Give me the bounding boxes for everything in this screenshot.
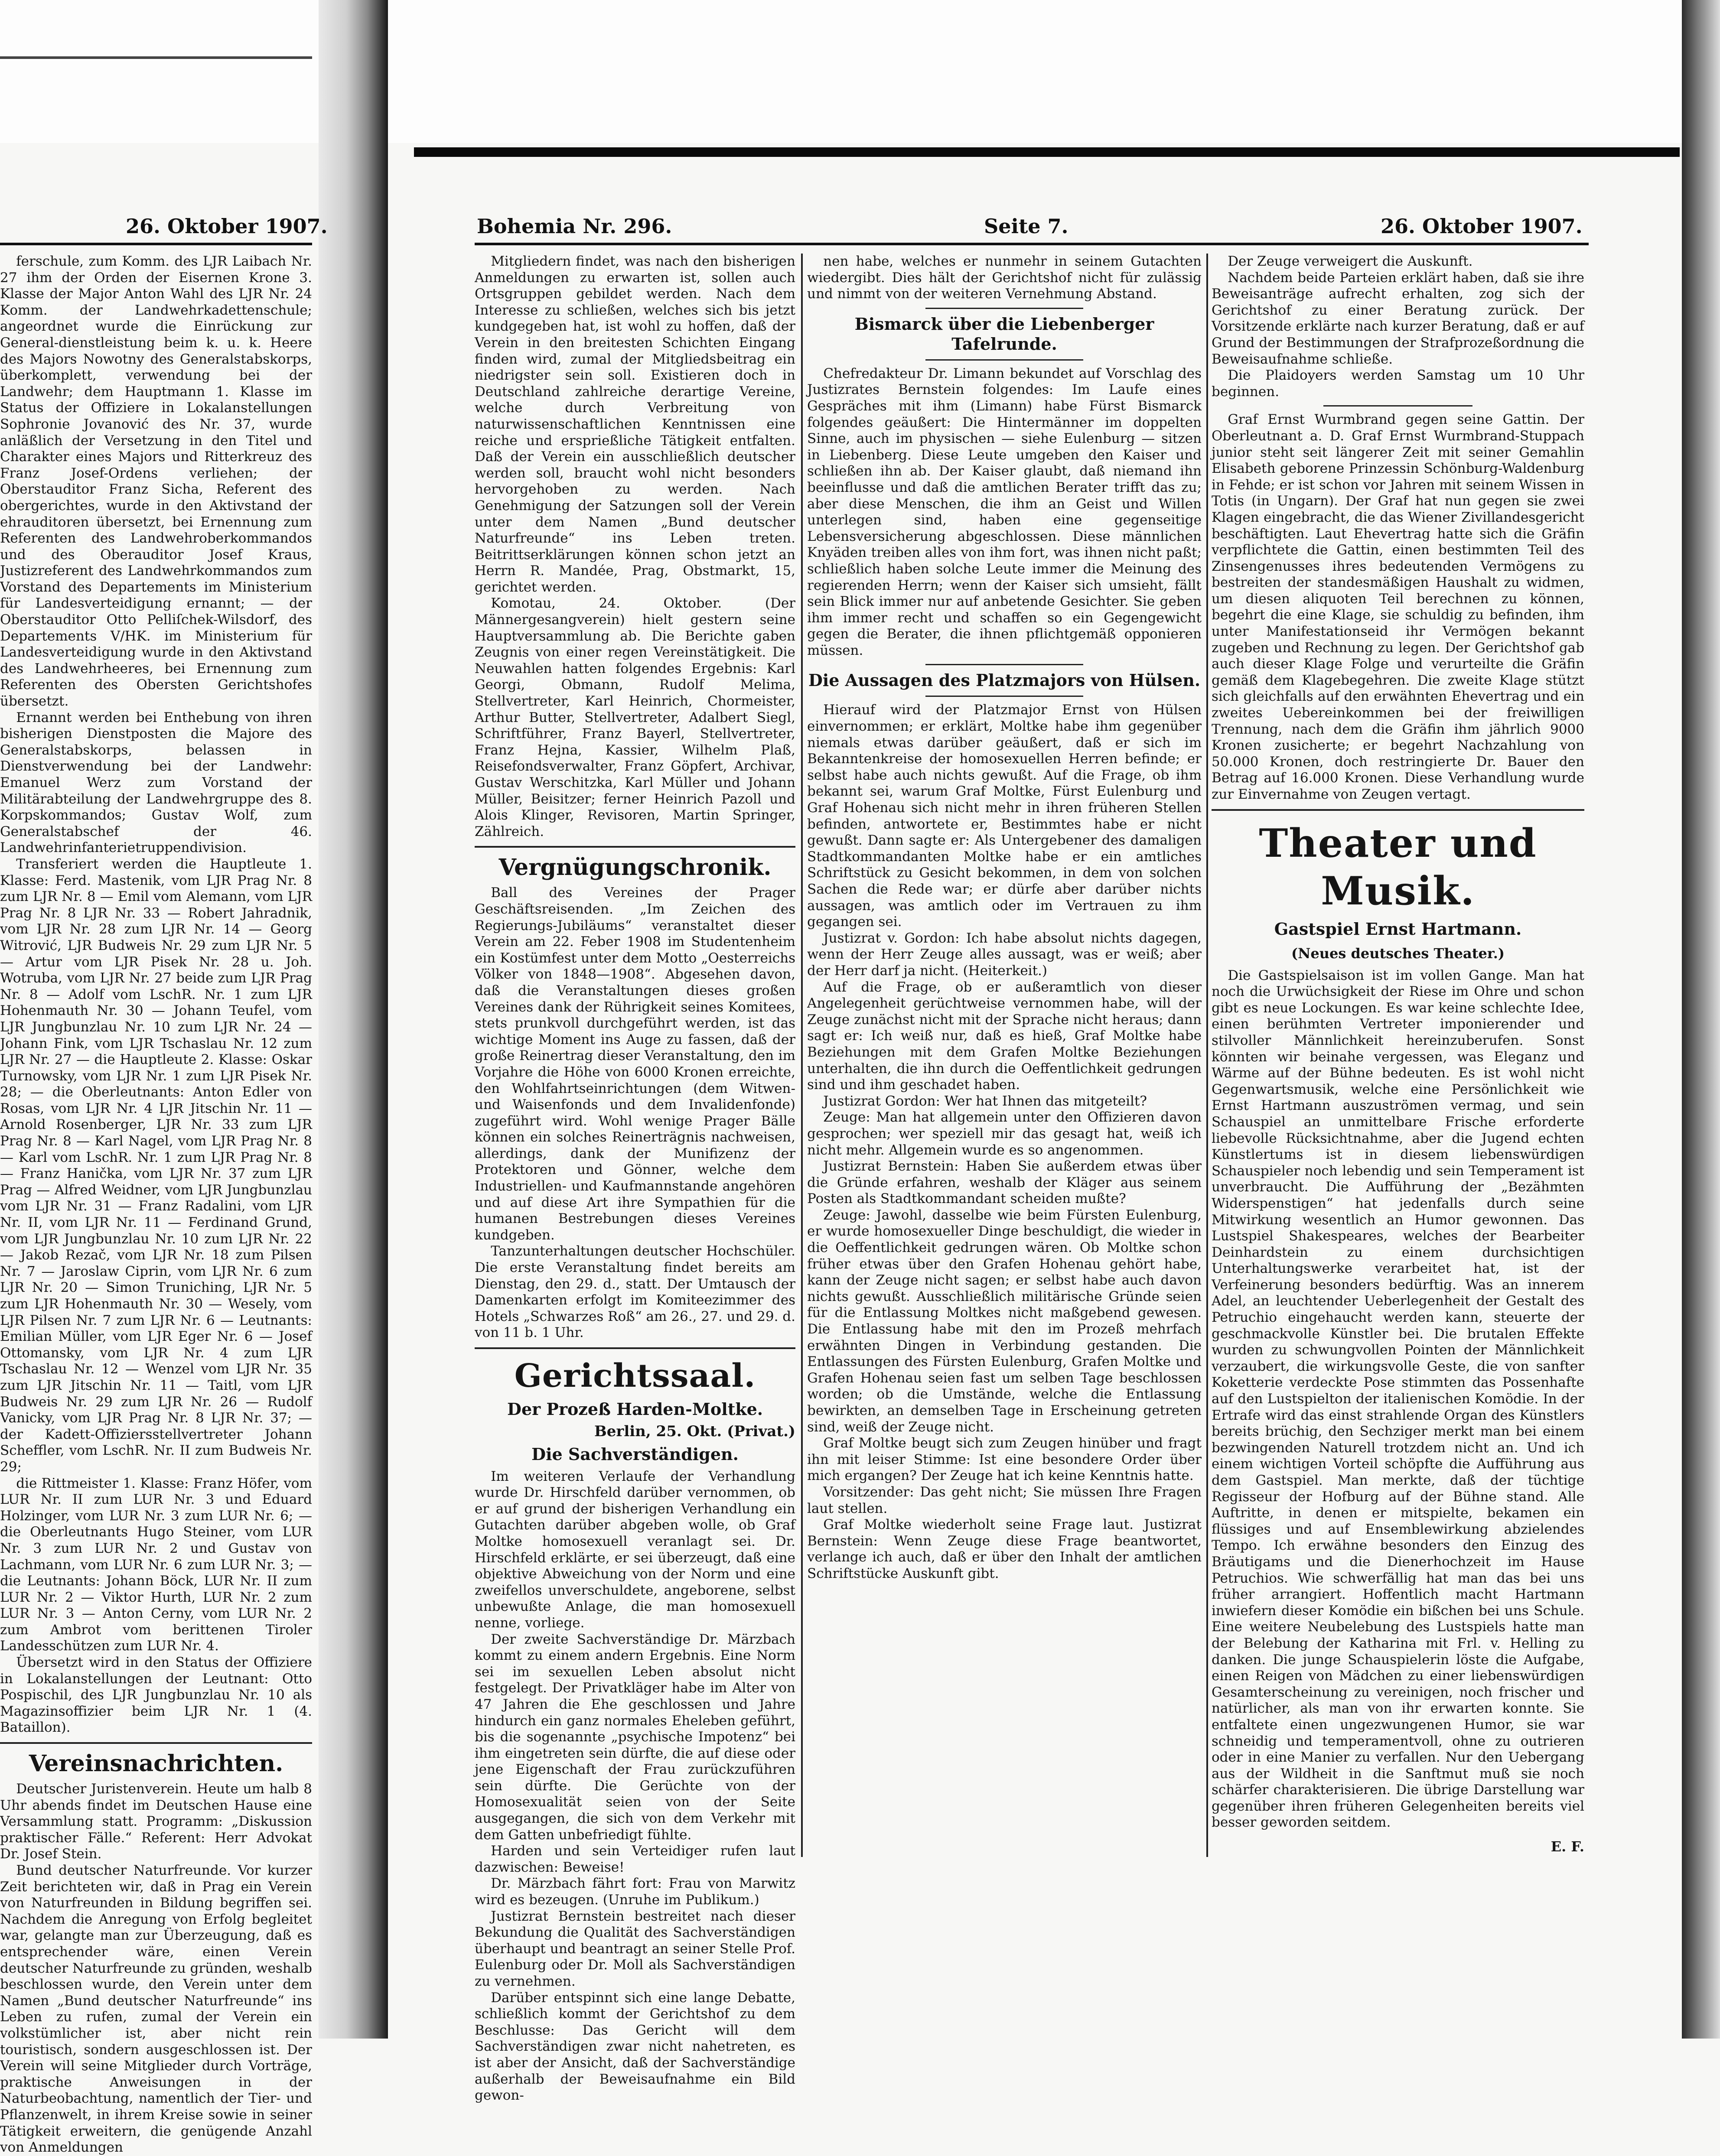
section-divider [925, 696, 1083, 697]
issue-date: 26. Oktober 1907. [1381, 215, 1583, 238]
article-paragraph: Der zweite Sachverständige Dr. Märzbach kommt zu einem andern Ergebnis. Eine Norm sei im sexuellen Leben absolut nicht festgelegt. Der Privatkläger habe im Alter von 47 Jahren die Ehe geschlossen und Jahre hindurch ein ganz normales Eheleben geführt, bis die sogenannte „psychische Impotenz“ bei ihm eingetreten sein dürfte, die auf diese oder jene Eigenschaft der Frau zurückzuführen sein dürfte. Die Gerüchte von der Homosexualität seien von der Seite ausgegangen, die sich von dem Verkehr mit dem Gatten unbefriedigt fühlte. [475, 1631, 795, 1843]
left-paragraph: Ernannt werden bei Enthebung von ihren bisherigen Dienstposten die Majore des Generalstabskorps, belassen in Dienstverwendung bei der Landwehr: Emanuel Werz zum Vorstand der Militärabteilung der Landwehrgruppe des 8. Korpskommandos; Gustav Wolf, zum Generalstabschef der 46. Landwehrinfanterietruppendivision. [0, 709, 312, 856]
article-paragraph: Ball des Vereines der Prager Geschäftsreisenden. „Im Zeichen des Regierungs-Jubiläums“ veranstaltet dieser Verein am 22. Feber 1908 im Studentenheim ein Kostümfest unter dem Motto „Oesterreichs Völker von 1848—1908“. Abgesehen davon, daß die Veranstaltungen dieses großen Vereines dank der Rührigkeit seines Komitees, stets prunkvoll durchgeführt werden, ist das wichtige Moment ins Auge zu fassen, daß der große Reinertrag dieser Veranstaltung, den im Vorjahre die Höhe von 6000 Kronen erreichte, den Wohlfahrtseinrichtungen (dem Witwen- und Waisenfonds und dem Invalidenfonde) zugeführt wird. Wohl wenige Prager Bälle können ein solches Reinerträgnis nachweisen, allerdings, dank der Munifizenz der Protektoren und Gönner, welche dem Industriellen- und Kaufmannstande angehören und auf diese Art ihre Sympathien für die humanen Bestrebungen dieses Vereines kundgeben. [475, 885, 795, 1243]
bismarck-headline: Bismarck über die Liebenberger Tafelrunde. [854, 314, 1154, 354]
left-paragraph: Deutscher Juristenverein. Heute um halb 8 Uhr abends findet im Deutschen Hause eine Versammlung statt. Programm: „Diskussion praktischer Fälle.“ Referent: Herr Advokat Dr. Josef Stein. [0, 1781, 312, 1862]
section-divider [925, 308, 1083, 309]
prozess-headline: Der Prozeß Harden-Moltke. [507, 1399, 763, 1419]
section-divider [475, 846, 795, 848]
article-paragraph: Mitgliedern findet, was nach den bisherigen Anmeldungen zu erwarten ist, sollen auch Ortsgruppen gebildet werden. Nach dem Interesse zu schließen, welches sich bis jetzt kundgegeben hat, ist wohl zu hoffen, daß der Verein in den breitesten Schichten Eingang finden wird, zumal der Mitgliedsbeitrag ein niedrigster sein soll. Existieren doch in Deutschland zahlreiche derartige Vereine, welche durch Verbreitung von naturwissenschaftlichen Kenntnissen eine reiche und ersprießliche Tätigkeit entfalten. Daß der Verein ein ausschließlich deutscher werden soll, braucht wohl nicht besonders hervorgehoben zu werden. Nach Genehmigung der Satzungen soll der Verein unter dem Namen „Bund deutscher Naturfreunde“ ins Leben treten. Beitrittserklärungen können schon jetzt an Herrn R. Mandée, Prag, Obstmarkt, 15, gerichtet werden. [475, 254, 795, 595]
theater-und-musik-title: Theater und Musik. [1259, 820, 1537, 914]
article-paragraph: Justizrat v. Gordon: Ich habe absolut nichts dagegen, wenn der Herr Zeuge alles aussagt, was er weiß; aber der Herr darf ja nicht. (Heiterkeit.) [807, 930, 1202, 979]
article-paragraph: Graf Moltke beugt sich zum Zeugen hinüber und fragt ihn mit leiser Stimme: Ist eine besondere Order über mich ergangen? Der Zeuge hat ich keine Kenntnis hatte. [807, 1435, 1202, 1484]
aussagen-headline: Die Aussagen des Platzmajors von Hülsen. [808, 670, 1201, 690]
header-rule [475, 243, 1589, 245]
article-paragraph: nen habe, welches er nunmehr in seinem Gutachten wiedergibt. Dies hält der Gerichtshof nicht für zulässig und nimmt von der weiteren Vernehmung Abstand. [807, 254, 1202, 302]
article-paragraph: Auf die Frage, ob er außeramtlich von dieser Angelegenheit gerüchtweise vernommen habe, will der Zeuge zunächst nicht mit der Sprache nicht heraus; dann sagt er: Ich weiß nur, daß es hieß, Graf Moltke habe Beziehungen mit dem Grafen Moltke Beziehungen unterhalten, die ihn durch die Oeffentlichkeit gedrungen sind und ihm geschadet haben. [807, 979, 1202, 1093]
article-paragraph: Zeuge: Jawohl, dasselbe wie beim Fürsten Eulenburg, er wurde homosexueller Dinge beschuldigt, die wieder in die Oeffentlichkeit gedrungen wären. Ob Moltke schon früher etwas über den Grafen Hohenau gehört habe, kann der Zeuge nicht sagen; er selbst habe auch davon nichts gewußt. Ausschließlich militärische Gründe seien für die Entlassung Moltkes nicht maßgebend gewesen. Die Entlassung habe mit den im Prozeß mehrfach erwähnten Dingen in Verbindung gestanden. Die Entlassungen des Fürsten Eulenburg, Grafen Moltke und Grafen Hohenau seien fast um selben Tage beschlossen worden; ob die Umstände, welche die Entlassung bewirkten, an demselben Tage in Erscheinung getreten sind, weiß der Zeuge nicht. [807, 1207, 1202, 1435]
left-header-rule [0, 243, 312, 245]
gastspiel-subheadline: (Neues deutsches Theater.) [1291, 945, 1505, 962]
column-rule [1206, 254, 1208, 1857]
scan-edge-line [0, 56, 312, 59]
left-page-column [0, 254, 312, 2156]
article-paragraph: Die Gastspielsaison ist im vollen Gange. Man hat noch die Urwüchsigkeit der Riese im Ohre und schon gibt es neue Lockungen. Es war keine schlechte Idee, einen berühmten Vertreter imponierender und stilvoller Männlichkeit hereinzuberufen. Sonst könnten wir beinahe vergessen, was Eleganz und Wärme auf der Bühne bedeuten. Es ist wohl nicht Gegenwartsmusik, welche eine Persönlichkeit wie Ernst Hartmann auszuströmen vermag, und sein Schauspiel an unmittelbare Frische erforderte liebevolle Rücksichtnahme, aber die Jugend echten Künstlertums ist in diesem liebenswürdigen Schauspieler noch lebendig und sein Temperament ist unverbraucht. Die Aufführung der „Bezähmten Widerspenstigen“ hat jedenfalls durch seine Mitwirkung wesentlich an Humor gewonnen. Das Lustspiel Shakespeares, welches der Bearbeiter Deinhardstein zu einem durchsichtigen Unterhaltungswerke verarbeitet hat, ist der Verfeinerung besonders bedürftig. Was an innerem Adel, an leuchtender Ueberlegenheit der Gestalt des Petruchio eingehaucht werden kann, steuerte der geschmackvolle Künstler bei. Die brutalen Effekte wurden zu schwungvollen Pointen der Männlichkeit verzaubert, die wirkungsvolle Geste, die von sanfter Koketterie verdeckte Pose stimmten das Possenhafte auf den Lustspielton der italienischen Komödie. In der Ertrafe wird das einst strahlende Organ des Künstlers bereits brüchig, den Sechziger merkt man bei einem bezwingenden Naturell trotzdem nicht an. Und ich einem wichtigen Vorteil schöpfte die Aufführung aus dem Gastspiel. Man merkte, daß der tüchtige Regisseur der Hofburg auf der Bühne stand. Alle Auftritte, in denen er mitspielte, bekamen ein flüssiges und auf Ensemblewirkung abzielendes Tempo. Ich erwähne besonders den Einzug des Bräutigams und die Dienerhochzeit im Hause Petruchios. Wie schwerfällig hat man das bei uns früher arrangiert. Hoffentlich macht Hartmann inwiefern dieser Komödie ein bißchen bei uns Schule. Eine weitere Neubelebung des Lustspiels hatte man der Belebung der Katharina mit Frl. v. Helling zu danken. Die junge Schauspielerin löste die Aufgabe, einen Reigen von Mädchen zu einer liebenswürdigen Gesamterscheinung zu vereinigen, noch frischer und natürlicher, als man von ihr erwarten konnte. Sie entfaltete einen ungezwungenen Humor, sie war schneidig und temperamentvoll, ohne zu outrieren oder in eine Manier zu verfallen. Nur den Uebergang aus der Wildheit in die Sanftmut muß sie noch schärfer charakterisieren. Die übrige Darstellung war gegenüber ihren früheren Gelegenheiten bereits viel besser geworden seitdem. [1212, 967, 1584, 1831]
vergnuegungschronik-title: Vergnügungschronik. [498, 854, 772, 881]
article-paragraph: Vorsitzender: Das geht nicht; Sie müssen Ihre Fragen laut stellen. [807, 1484, 1202, 1516]
column-rule [801, 254, 803, 1857]
article-paragraph: Nachdem beide Parteien erklärt haben, daß sie ihre Beweisanträge aufrecht erhalten, zog sich der Gerichtshof zu einer Beratung zurück. Der Vorsitzende erklärte nach kurzer Beratung, daß er auf Grund der Bestimmungen der Strafprozeßordnung die Beweisaufnahme schließe. [1212, 270, 1584, 367]
article-paragraph: Graf Moltke wiederholt seine Frage laut. Justizrat Bernstein: Wenn Zeuge diese Frage beantwortet, verlange ich auch, daß er über den Inhalt der amtlichen Schriftstücke Auskunft gibt. [807, 1517, 1202, 1581]
left-paragraph: ferschule, zum Komm. des LJR Laibach Nr. 27 ihm der Orden der Eisernen Krone 3. Klasse der Major Anton Wahl des LJR Nr. 24 Komm. der Landwehrkadettenschule; angeordnet wurde die Einrückung zur General-dienstleistung beim k. u. k. Heere des Majors Nowotny des Generalstabskorps, überkomplett, verwendung bei der Landwehr; dem Hauptmann 1. Klasse im Status der Offiziere in Lokalanstellungen Sophronie Jovanović des Nr. 37, wurde anläßlich der Versetzung in den Titel und Charakter eines Majors und Ritterkreuz des Franz Josef-Ordens verliehen; der Oberstauditor Franz Sicha, Referent des obergerichtes, wurde in den Aktivstand der ehrauditoren übersetzt, bei Ernennung zum Referenten des Landwehroberkommandos und des Oberauditor Josef Kraus, Justizreferent des Landwehrkommandos zum Vorstand des Departements im Ministerium für Landesverteidigung ernannt; — der Oberstauditor Otto Pelliſchek-Wilsdorf, des Departements V/HK. im Ministerium für Landesverteidigung wurde in den Aktivstand des Landwehrheeres, bei Ernennung zum Referenten des Obersten Gerichtshofes übersetzt. [0, 254, 312, 709]
section-divider [925, 664, 1083, 665]
page-top-border [414, 147, 1680, 157]
article-paragraph: Harden und sein Verteidiger rufen laut dazwischen: Beweise! [475, 1843, 795, 1875]
column-3 [1212, 254, 1584, 1857]
article-paragraph: Komotau, 24. Oktober. (Der Männergesangverein) hielt gestern seine Hauptversammlung ab. Die Berichte gaben Zeugnis von einer regen Vereinstätigkeit. Die Neuwahlen hatten folgendes Ergebnis: Karl Georgi, Obmann, Rudolf Melima, Stellvertreter, Karl Heinrich, Chormeister, Arthur Butter, Stellvertreter, Adalbert Siegl, Schriftführer, Franz Bayerl, Stellvertreter, Franz Hejna, Kassier, Wilhelm Plaß, Reisefondsverwalter, Franz Göpfert, Archivar, Gustav Werschitzka, Karl Müller und Johann Müller, Beisitzer; ferner Heinrich Pazoll und Alois Klinger, Revisoren, Martin Springer, Zählreich. [475, 595, 795, 839]
section-divider [925, 359, 1083, 361]
gerichtssaal-title: Gerichtssaal. [514, 1357, 756, 1395]
page-number: Seite 7. [984, 215, 1068, 238]
dateline: Berlin, 25. Okt. (Privat.) [594, 1423, 795, 1440]
article-paragraph: Tanzunterhaltungen deutscher Hochschüler. Die erste Veranstaltung findet bereits am Dienstag, den 29. d., statt. Der Umtausch der Damenkarten erfolgt im Komiteezimmer des Hotels „Schwarzes Roß“ am 26., 27. und 29. d. von 11 b. 1 Uhr. [475, 1243, 795, 1341]
column-1 [475, 254, 795, 2104]
gastspiel-headline: Gastspiel Ernst Hartmann. [1274, 919, 1522, 939]
left-paragraph: Transferiert werden die Hauptleute 1. Klasse: Ferd. Mastenik, vom LJR Prag Nr. 8 zum LJR Nr. 8 — Emil vom Alemann, vom LJR Prag Nr. 8 LJR Nr. 33 — Robert Jahradnik, vom LJR Nr. 28 zum LJR Nr. 14 — Georg Witrović, LJR Budweis Nr. 29 zum LJR Nr. 5 — Artur vom LJR Pisek Nr. 28 u. Joh. Wotruba, vom LJR Nr. 27 beide zum LJR Prag Nr. 8 — Adolf vom LschR. Nr. 1 zum LJR Hohenmauth Nr. 30 — Johann Teufel, vom LJR Jungbunzlau Nr. 10 zum LJR Nr. 24 — Johann Fink, vom LJR Tschaslau Nr. 12 zum LJR Nr. 27 — die Hauptleute 2. Klasse: Oskar Turnowsky, vom LJR Nr. 1 zum LJR Pisek Nr. 28; — die Oberleutnants: Anton Edler von Rosas, vom LJR Nr. 4 LJR Jitschin Nr. 11 — Arnold Rosenberger, LJR Nr. 33 zum LJR Prag Nr. 8 — Karl Nagel, vom LJR Prag Nr. 8 — Karl vom LschR. Nr. 1 zum LJR Prag Nr. 8 — Franz Hanička, vom LJR Nr. 37 zum LJR Prag — Alfred Weidner, vom LJR Jungbunzlau vom LJR Nr. 31 — Franz Radalini, vom LJR Nr. II, vom LJR Nr. 11 — Ferdinand Grund, vom LJR Jungbunzlau Nr. 10 zum LJR Nr. 22 — Jakob Rezač, vom LJR Nr. 18 zum Pilsen Nr. 7 — Jaroslaw Ciprin, vom LJR Nr. 6 zum LJR Nr. 20 — Simon Truniching, LJR Nr. 5 zum LJR Hohenmauth Nr. 30 — Wesely, vom LJR Pilsen Nr. 7 zum LJR Nr. 6 — Leutnants: Emilian Müller, vom LJR Eger Nr. 6 — Josef Ottomansky, vom LJR Nr. 4 zum LJR Tschaslau Nr. 12 — Wenzel vom LJR Nr. 35 zum LJR Jitschin Nr. 11 — Taitl, vom LJR Budweis Nr. 29 zum LJR Nr. 26 — Rudolf Vanicky, vom LJR Prag Nr. 8 LJR Nr. 37; — der Kadett-Offiziersstellvertreter Johann Scheffler, vom LschR. Nr. II zum Budweis Nr. 29; [0, 856, 312, 1475]
left-paragraph: Bund deutscher Naturfreunde. Vor kurzer Zeit berichteten wir, daß in Prag ein Verein von Naturfreunden in Bildung begriffen sei. Nachdem die Anregung von Erfolg begleitet war, gelangte man zur Überzeugung, daß es entsprechender wäre, einen Verein deutscher Naturfreunde zu gründen, weshalb beschlossen wurde, den Verein unter dem Namen „Bund deutscher Naturfreunde“ ins Leben zu rufen, zumal der Verein ein volkstümlicher ist, aber nicht rein touristisch, sondern ausgeschlossen ist. Der Verein will seine Mitglieder durch Vorträge, praktische Anweisungen in der Naturbeobachtung, namentlich der Tier- und Pflanzenwelt, in ihrem Kreise sowie in seiner Tätigkeit erweitern, die genügende Anzahl von Anmeldungen [0, 1863, 312, 2156]
left-paragraph: Übersetzt wird in den Status der Offiziere in Lokalanstellungen der Leutnant: Otto Pospischil, des LJR Jungbunzlau Nr. 10 als Magazinsoffizier beim LJR Nr. 1 (4. Bataillon). [0, 1655, 312, 1736]
scan-right-edge [1682, 0, 1720, 2039]
book-gutter [319, 0, 388, 2039]
left-paragraph: die Rittmeister 1. Klasse: Franz Höfer, vom LUR Nr. II zum LUR Nr. 3 und Eduard Holzinger, vom LUR Nr. 3 zum LUR Nr. 6; — die Oberleutnants Hugo Steiner, vom LUR Nr. 3 zum LUR Nr. 2 und Gustav von Lachmann, vom LUR Nr. 6 zum LUR Nr. 3; — die Leutnants: Johann Böck, LUR Nr. II zum LUR Nr. 2 — Viktor Hurth, LUR Nr. 2 zum LUR Nr. 3 — Anton Cerny, vom LUR Nr. 2 zum Ambrot vom berittenen Tiroler Landesschützen zum LUR Nr. 4. [0, 1475, 312, 1654]
author-signature: E. F. [1551, 1838, 1584, 1855]
article-paragraph: Zeuge: Man hat allgemein unter den Offizieren davon gesprochen; wer speziell mir das gesagt hat, weiß ich nicht mehr. Allgemein wurde es so angenommen. [807, 1109, 1202, 1158]
section-divider [0, 1742, 312, 1744]
article-paragraph: Justizrat Gordon: Wer hat Ihnen das mitgeteilt? [823, 1093, 1147, 1109]
article-paragraph: Der Zeuge verweigert die Auskunft. [1228, 254, 1473, 269]
article-paragraph: Chefredakteur Dr. Limann bekundet auf Vorschlag des Justizrates Bernstein folgendes: Im Laufe eines Gespräches mit ihm (Limann) habe Fürst Bismarck folgendes geäußert: Die Hintermänner im doppelten Sinne, auch im physischen — siehe Eulenburg — sitzen in Liebenberg. Diese Leute umgeben den Kaiser und schließen ihn ab. Der Kaiser glaubt, daß niemand ihn beeinflusse und daß die amtlichen Berater trifft das zu; aber diese Menschen, die ihm an Geist und Willen unterlegen sind, haben eine gegenseitige Lebensversicherung abgeschlossen. Diese männlichen Knyäden treiben alles von ihm fort, was ihnen nicht paßt; schließlich haben solche Leute immer die Meinung des regierenden Herrn; wenn der Kaiser sich umsieht, fällt sein Blick immer nur auf anbetende Gesichter. Sie geben ihm immer recht und schaffen so ein Gegengewicht gegen die Berater, die ihnen pflichtgemäß opponieren müssen. [807, 365, 1202, 658]
left-page-date: 26. Oktober 1907. [126, 215, 328, 238]
section-divider [1323, 405, 1472, 406]
article-paragraph: Justizrat Bernstein: Haben Sie außerdem etwas über die Gründe erfahren, weshalb der Kläger aus seinem Posten als Stadtkommandant scheiden mußte? [807, 1158, 1202, 1207]
article-paragraph: Graf Ernst Wurmbrand gegen seine Gattin. Der Oberleutnant a. D. Graf Ernst Wurmbrand-Stuppach junior steht seit längerer Zeit mit seiner Gemahlin Elisabeth geborene Prinzessin Schönburg-Waldenburg in Fehde; er ist schon vor Jahren mit seinem Wissen in Totis (in Ungarn). Der Graf hat nun gegen sie zwei Klagen eingebracht, die das Wiener Zivillandesgericht beschäftigten. Laut Ehevertrag hatte sich die Gräfin verpflichtete die Gattin, einen bestimmten Teil des Zinsengenusses ihres bedeutenden Vermögens zu bestreiten der standesmäßigen Haushalt zu widmen, um diesen aliquoten Teil berechnen zu können, begehrt die eine Klage, sie schuldig zu befinden, ihm unter Manifestationseid ihr Vermögen bekannt zugeben und Rechnung zu legen. Der Gerichtshof gab auch dieser Klage Folge und verurteilte die Gräfin gemäß dem Klagebegehren. Die zweite Klage stützt sich gleichfalls auf den erwähnten Ehevertrag und ein zweites Uebereinkommen bei der freiwilligen Trennung, nach dem die Gräfin ihm jährlich 9000 Kronen zusicherte; er begehrt Nachzahlung von 50.000 Kronen, doch restringierte Dr. Bauer den Betrag auf 16.000 Kronen. Diese Verhandlung wurde zur Einvernahme von Zeugen vertagt. [1212, 412, 1584, 802]
article-paragraph: Hierauf wird der Platzmajor Ernst von Hülsen einvernommen; er erklärt, Moltke habe ihm gegenüber niemals etwas darüber geäußert, daß er sich im Bekanntenkreise der homosexuellen Herren befinde; er selbst habe auch nichts gewußt. Auf die Frage, ob ihm bekannt sei, warum Graf Moltke, Fürst Eulenburg und Graf Hohenau sich nicht mehr in ihren früheren Stellen befinden, antwortete er, Bestimmtes habe er nicht gewußt. Dann sagte er: Als Untergebener des damaligen Stadtkommandanten Moltke habe er ein amtliches Schriftstück zu Gesicht bekommen, in dem von solchen Sachen die Rede war; er dürfe aber darüber nichts aussagen, was amtlich oder im Vertrauen zu ihm gegangen sei. [807, 702, 1202, 930]
section-divider [475, 1347, 795, 1349]
section-divider [1212, 809, 1584, 811]
vereinsnachrichten-title: Vereinsnachrichten. [29, 1750, 283, 1777]
sachverstaendige-headline: Die Sachverständigen. [531, 1444, 739, 1464]
article-paragraph: Die Plaidoyers werden Samstag um 10 Uhr beginnen. [1212, 367, 1584, 400]
article-paragraph: Im weiteren Verlaufe der Verhandlung wurde Dr. Hirschfeld darüber vernommen, ob er auf grund der bisherigen Verhandlung ein Gutachten darüber abgeben wolle, ob Graf Moltke homosexuell veranlagt sei. Dr. Hirschfeld erklärte, er sei überzeugt, daß eine objektive Abweichung von der Norm und eine zweifellos unverschuldete, angeborene, selbst unbewußte Anlage, die man homosexuell nenne, vorliege. [475, 1468, 795, 1631]
column-2 [807, 254, 1202, 1857]
newspaper-issue: Bohemia Nr. 296. [477, 215, 672, 238]
scan-top-margin [0, 0, 1720, 143]
article-paragraph: Justizrat Bernstein bestreitet nach dieser Bekundung die Qualität des Sachverständigen überhaupt und beantragt an seiner Stelle Prof. Eulenburg oder Dr. Moll als Sachverständigen zu vernehmen. [475, 1908, 795, 1989]
article-paragraph: Dr. Märzbach fährt fort: Frau von Marwitz wird es bezeugen. (Unruhe im Publikum.) [475, 1876, 795, 1908]
article-paragraph: Darüber entspinnt sich eine lange Debatte, schließlich kommt der Gerichtshof zu dem Beschlusse: Das Gericht will dem Sachverständigen zwar nicht nahetreten, es ist aber der Ansicht, daß der Sachverständige außerhalb der Beweisaufnahme ein Bild gewon- [475, 1990, 795, 2104]
